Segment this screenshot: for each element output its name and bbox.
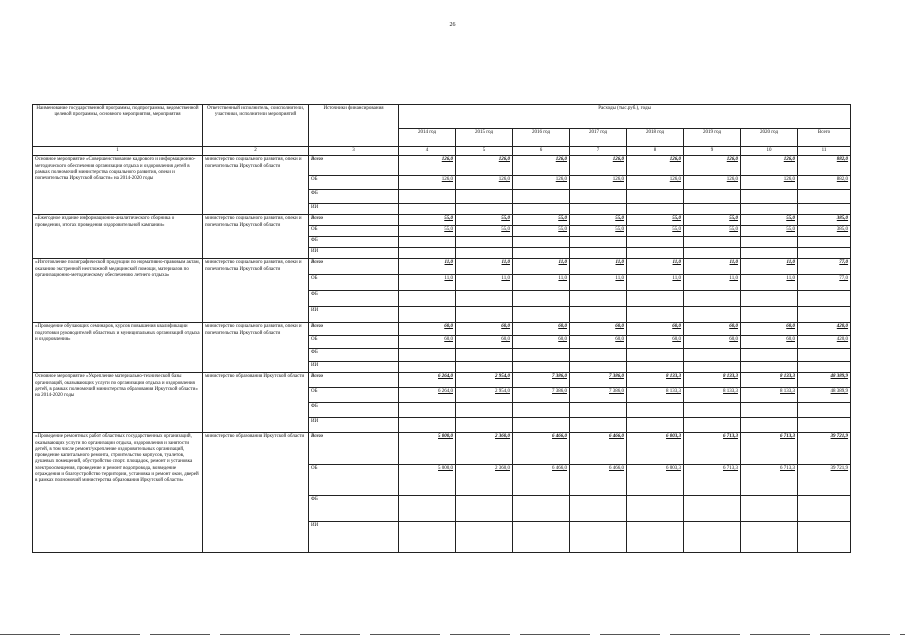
total-value-cell: 2 954,0 (456, 373, 513, 388)
empty-value-cell (456, 496, 513, 522)
budget-table (32, 104, 851, 553)
ob-value-cell: 60,0 (627, 336, 684, 349)
empty-value-cell (798, 307, 851, 323)
empty-value-cell (741, 291, 798, 307)
total-value-cell: 6 466,0 (570, 433, 627, 465)
row-responsible-cell: министерство образования Иркутской области (203, 433, 309, 553)
empty-value-cell (741, 190, 798, 204)
empty-value-cell (570, 248, 627, 259)
ob-value-cell: 8 133,3 (741, 388, 798, 403)
empty-value-cell (798, 522, 851, 553)
empty-value-cell (684, 237, 741, 248)
empty-value-cell (684, 418, 741, 433)
total-value-cell: 60,0 (684, 323, 741, 336)
empty-value-cell (627, 403, 684, 418)
empty-value-cell (399, 362, 456, 373)
header-total: Всего (798, 129, 851, 147)
empty-value-cell (798, 418, 851, 433)
source-label-cell: ОБ (309, 388, 399, 403)
total-value-cell: 48 389,9 (798, 373, 851, 388)
empty-value-cell (513, 362, 570, 373)
header-year: 2020 год (741, 129, 798, 147)
ob-value-cell: 8 133,3 (627, 388, 684, 403)
empty-value-cell (627, 496, 684, 522)
total-value-cell: 11,0 (684, 259, 741, 275)
empty-value-cell (399, 190, 456, 204)
total-value-cell: 77,0 (798, 259, 851, 275)
ob-value-cell: 126,0 (399, 176, 456, 190)
empty-value-cell (684, 291, 741, 307)
empty-value-cell (399, 403, 456, 418)
ob-value-cell: 5 000,0 (399, 465, 456, 496)
total-value-cell: 11,0 (570, 259, 627, 275)
empty-value-cell (456, 362, 513, 373)
total-value-cell: 8 133,3 (741, 373, 798, 388)
column-number: 1 (33, 147, 203, 156)
source-label-cell: ФБ (309, 190, 399, 204)
column-number: 3 (309, 147, 399, 156)
ob-value-cell: 11,0 (684, 275, 741, 291)
ob-value-cell: 60,0 (399, 336, 456, 349)
header-year: 2017 год (570, 129, 627, 147)
column-number: 7 (570, 147, 627, 156)
empty-value-cell (798, 496, 851, 522)
row-responsible-cell: министерство социального развития, опеки и попечительства Иркутской области (203, 215, 309, 259)
total-value-cell: 6 264,0 (399, 373, 456, 388)
empty-value-cell (627, 237, 684, 248)
total-value-cell: 55,0 (570, 215, 627, 226)
empty-value-cell (399, 496, 456, 522)
empty-value-cell (399, 418, 456, 433)
source-label-cell: Всего (309, 373, 399, 388)
ob-value-cell: 55,0 (513, 226, 570, 237)
empty-value-cell (627, 349, 684, 362)
total-value-cell: 60,0 (456, 323, 513, 336)
ob-value-cell: 11,0 (570, 275, 627, 291)
empty-value-cell (684, 307, 741, 323)
source-label-cell: ИИ (309, 522, 399, 553)
empty-value-cell (456, 190, 513, 204)
empty-value-cell (798, 248, 851, 259)
source-label-cell: ОБ (309, 176, 399, 190)
total-value-cell: 60,0 (627, 323, 684, 336)
empty-value-cell (456, 237, 513, 248)
header-responsible: Ответственный исполнитель, соисполнители, участники, исполнители мероприятий (203, 105, 309, 147)
empty-value-cell (570, 204, 627, 215)
empty-value-cell (627, 248, 684, 259)
total-value-cell: 55,0 (399, 215, 456, 226)
ob-value-cell: 55,0 (399, 226, 456, 237)
header-year: 2019 год (684, 129, 741, 147)
empty-value-cell (627, 291, 684, 307)
source-label-cell: Всего (309, 433, 399, 465)
ob-value-cell: 420,0 (798, 336, 851, 349)
total-value-cell: 60,0 (741, 323, 798, 336)
total-value-cell: 39 721,9 (798, 433, 851, 465)
total-value-cell: 8 133,3 (684, 373, 741, 388)
empty-value-cell (684, 362, 741, 373)
total-value-cell: 385,0 (798, 215, 851, 226)
empty-value-cell (741, 307, 798, 323)
empty-value-cell (798, 403, 851, 418)
ob-value-cell: 2 954,0 (456, 388, 513, 403)
empty-value-cell (741, 496, 798, 522)
total-value-cell: 55,0 (741, 215, 798, 226)
empty-value-cell (570, 349, 627, 362)
column-number: 9 (684, 147, 741, 156)
empty-value-cell (798, 349, 851, 362)
source-label-cell: ОБ (309, 226, 399, 237)
source-label-cell: ОБ (309, 465, 399, 496)
empty-value-cell (684, 204, 741, 215)
ob-value-cell: 8 133,3 (684, 388, 741, 403)
table-row (33, 323, 851, 336)
ob-value-cell: 126,0 (513, 176, 570, 190)
column-numbers-row (33, 147, 851, 156)
ob-value-cell: 126,0 (627, 176, 684, 190)
ob-value-cell: 11,0 (456, 275, 513, 291)
empty-value-cell (513, 522, 570, 553)
ob-value-cell: 77,0 (798, 275, 851, 291)
ob-value-cell: 55,0 (570, 226, 627, 237)
empty-value-cell (513, 248, 570, 259)
empty-value-cell (798, 190, 851, 204)
total-value-cell: 126,0 (513, 156, 570, 176)
row-name-cell: Основное мероприятие «Совершенствование кадрового и информационно-методического обеспечения организации отдыха и оздоровления детей в рамках полномочий министерства социального развития, опеки и попечительства Иркутской области» на 2014-2020 годы (33, 156, 203, 215)
empty-value-cell (456, 204, 513, 215)
empty-value-cell (570, 522, 627, 553)
total-value-cell: 6 003,3 (627, 433, 684, 465)
empty-value-cell (741, 362, 798, 373)
header-sources: Источники финансирования (309, 105, 399, 147)
header-year: 2015 год (456, 129, 513, 147)
empty-value-cell (627, 190, 684, 204)
ob-value-cell: 6 003,3 (627, 465, 684, 496)
ob-value-cell: 2 360,0 (456, 465, 513, 496)
ob-value-cell: 11,0 (513, 275, 570, 291)
empty-value-cell (684, 190, 741, 204)
empty-value-cell (570, 237, 627, 248)
page-number: 26 (449, 22, 456, 28)
column-number: 10 (741, 147, 798, 156)
empty-value-cell (399, 204, 456, 215)
total-value-cell: 6 713,3 (741, 433, 798, 465)
table-row (33, 373, 851, 388)
source-label-cell: Всего (309, 156, 399, 176)
empty-value-cell (513, 307, 570, 323)
empty-value-cell (456, 291, 513, 307)
ob-value-cell: 55,0 (456, 226, 513, 237)
empty-value-cell (513, 204, 570, 215)
total-value-cell: 60,0 (570, 323, 627, 336)
total-value-cell: 126,0 (570, 156, 627, 176)
column-number: 8 (627, 147, 684, 156)
row-name-cell: «Изготовление полиграфической продукции по нормативно-правовым актам, оказанию экстренной неотложной медицинской помощи, материалов по организационно-методическому обеспечению летнего отдыха» (33, 259, 203, 323)
row-responsible-cell: министерство образования Иркутской области (203, 373, 309, 433)
empty-value-cell (741, 418, 798, 433)
ob-value-cell: 126,0 (570, 176, 627, 190)
empty-value-cell (570, 496, 627, 522)
empty-value-cell (456, 349, 513, 362)
total-value-cell: 6 713,3 (684, 433, 741, 465)
empty-value-cell (684, 403, 741, 418)
empty-value-cell (798, 362, 851, 373)
total-value-cell: 55,0 (684, 215, 741, 226)
source-label-cell: ИИ (309, 307, 399, 323)
total-value-cell: 126,0 (627, 156, 684, 176)
ob-value-cell: 385,0 (798, 226, 851, 237)
empty-value-cell (399, 248, 456, 259)
source-label-cell: ИИ (309, 418, 399, 433)
row-name-cell: «Проведение ремонтных работ областных государственных организаций, оказывающих услуги по организации отдыха, оздоровления и занятости детей, в том числе ремонт/укрепление оздоровительных организаций, проведение капитального ремонта, строительство корпусов, туалетов, душевых помещений, обустройство спорт. площадок, ремонт и установка электроосвещения, проведение и ремонт водопровода, возведение ограждения и благоустройство территории, установка и ремонт окон, дверей в рамках полномочий министерства образования Иркутской области» (33, 433, 203, 553)
total-value-cell: 126,0 (684, 156, 741, 176)
ob-value-cell: 55,0 (627, 226, 684, 237)
empty-value-cell (570, 418, 627, 433)
empty-value-cell (399, 522, 456, 553)
empty-value-cell (684, 349, 741, 362)
empty-value-cell (741, 248, 798, 259)
total-value-cell: 11,0 (627, 259, 684, 275)
empty-value-cell (741, 349, 798, 362)
empty-value-cell (513, 291, 570, 307)
source-label-cell: ФБ (309, 291, 399, 307)
ob-value-cell: 60,0 (513, 336, 570, 349)
total-value-cell: 6 466,0 (513, 433, 570, 465)
empty-value-cell (513, 190, 570, 204)
row-responsible-cell: министерство социального развития, опеки и попечительства Иркутской области (203, 156, 309, 215)
empty-value-cell (627, 307, 684, 323)
column-number: 6 (513, 147, 570, 156)
ob-value-cell: 126,0 (741, 176, 798, 190)
total-value-cell: 11,0 (399, 259, 456, 275)
empty-value-cell (456, 307, 513, 323)
source-label-cell: ИИ (309, 248, 399, 259)
ob-value-cell: 126,0 (684, 176, 741, 190)
total-value-cell: 55,0 (513, 215, 570, 226)
ob-value-cell: 55,0 (684, 226, 741, 237)
column-number: 5 (456, 147, 513, 156)
empty-value-cell (456, 248, 513, 259)
ob-value-cell: 11,0 (399, 275, 456, 291)
row-name-cell: Основное мероприятие «Укрепление материально-технической базы организаций, оказывающих услуги по организации отдыха и оздоровления детей, в рамках полномочий министерства образования Иркутской области» на 2014-2020 годы (33, 373, 203, 433)
empty-value-cell (627, 362, 684, 373)
empty-value-cell (570, 362, 627, 373)
source-label-cell: ФБ (309, 349, 399, 362)
ob-value-cell: 7 386,0 (570, 388, 627, 403)
empty-value-cell (399, 237, 456, 248)
header-name: Наименование государственной программы, подпрограммы, ведомственной целевой программы, основного мероприятия, мероприятия (33, 105, 203, 147)
total-value-cell: 60,0 (399, 323, 456, 336)
ob-value-cell: 60,0 (684, 336, 741, 349)
header-year: 2016 год (513, 129, 570, 147)
empty-value-cell (798, 291, 851, 307)
empty-value-cell (684, 496, 741, 522)
empty-value-cell (741, 204, 798, 215)
empty-value-cell (456, 522, 513, 553)
row-name-cell: «Проведение обучающих семинаров, курсов повышения квалификации подготовки руководителей областных и муниципальных организаций отдыха и оздоровления» (33, 323, 203, 373)
source-label-cell: ИИ (309, 204, 399, 215)
ob-value-cell: 60,0 (570, 336, 627, 349)
empty-value-cell (399, 291, 456, 307)
table-header (33, 105, 851, 156)
source-label-cell: ОБ (309, 275, 399, 291)
ob-value-cell: 6 466,0 (570, 465, 627, 496)
total-value-cell: 2 360,0 (456, 433, 513, 465)
empty-value-cell (456, 418, 513, 433)
total-value-cell: 11,0 (513, 259, 570, 275)
empty-value-cell (684, 248, 741, 259)
ob-value-cell: 60,0 (741, 336, 798, 349)
column-number: 4 (399, 147, 456, 156)
total-value-cell: 882,0 (798, 156, 851, 176)
source-label-cell: ИИ (309, 362, 399, 373)
ob-value-cell: 6 264,0 (399, 388, 456, 403)
total-value-cell: 8 133,3 (627, 373, 684, 388)
empty-value-cell (513, 496, 570, 522)
ob-value-cell: 6 466,0 (513, 465, 570, 496)
table-body (33, 156, 851, 553)
total-value-cell: 11,0 (741, 259, 798, 275)
empty-value-cell (627, 522, 684, 553)
source-label-cell: Всего (309, 323, 399, 336)
ob-value-cell: 48 389,9 (798, 388, 851, 403)
row-responsible-cell: министерство социального развития, опеки и попечительства Иркутской области (203, 259, 309, 323)
total-value-cell: 60,0 (513, 323, 570, 336)
header-year: 2014 год (399, 129, 456, 147)
empty-value-cell (513, 418, 570, 433)
ob-value-cell: 7 386,0 (513, 388, 570, 403)
empty-value-cell (399, 307, 456, 323)
empty-value-cell (798, 237, 851, 248)
total-value-cell: 126,0 (456, 156, 513, 176)
ob-value-cell: 11,0 (627, 275, 684, 291)
empty-value-cell (570, 403, 627, 418)
empty-value-cell (684, 522, 741, 553)
empty-value-cell (513, 237, 570, 248)
table-row (33, 156, 851, 176)
scan-edge-line (0, 634, 905, 635)
empty-value-cell (627, 204, 684, 215)
empty-value-cell (570, 190, 627, 204)
empty-value-cell (399, 349, 456, 362)
header-expenses: Расходы (тыс.руб.), годы (399, 105, 851, 129)
empty-value-cell (513, 349, 570, 362)
ob-value-cell: 6 713,3 (741, 465, 798, 496)
empty-value-cell (798, 204, 851, 215)
source-label-cell: ФБ (309, 496, 399, 522)
column-number: 11 (798, 147, 851, 156)
total-value-cell: 7 386,0 (513, 373, 570, 388)
total-value-cell: 55,0 (627, 215, 684, 226)
ob-value-cell: 6 713,3 (684, 465, 741, 496)
table-row (33, 259, 851, 275)
empty-value-cell (741, 522, 798, 553)
total-value-cell: 420,0 (798, 323, 851, 336)
ob-value-cell: 60,0 (456, 336, 513, 349)
total-value-cell: 7 386,0 (570, 373, 627, 388)
total-value-cell: 5 000,0 (399, 433, 456, 465)
empty-value-cell (456, 403, 513, 418)
ob-value-cell: 55,0 (741, 226, 798, 237)
empty-value-cell (741, 403, 798, 418)
ob-value-cell: 39 721,9 (798, 465, 851, 496)
ob-value-cell: 126,0 (456, 176, 513, 190)
row-responsible-cell: министерство социального развития, опеки и попечительства Иркутской области (203, 323, 309, 373)
empty-value-cell (741, 237, 798, 248)
source-label-cell: Всего (309, 215, 399, 226)
source-label-cell: ФБ (309, 237, 399, 248)
total-value-cell: 126,0 (741, 156, 798, 176)
table-row (33, 433, 851, 465)
source-label-cell: ФБ (309, 403, 399, 418)
ob-value-cell: 882,0 (798, 176, 851, 190)
header-year: 2018 год (627, 129, 684, 147)
row-name-cell: «Ежегодное издание информационно-аналитического сборника о проведении, итогах проведения оздоровительной кампании» (33, 215, 203, 259)
source-label-cell: Всего (309, 259, 399, 275)
empty-value-cell (627, 418, 684, 433)
ob-value-cell: 11,0 (741, 275, 798, 291)
column-number: 2 (203, 147, 309, 156)
total-value-cell: 55,0 (456, 215, 513, 226)
total-value-cell: 126,0 (399, 156, 456, 176)
empty-value-cell (570, 307, 627, 323)
empty-value-cell (513, 403, 570, 418)
empty-value-cell (570, 291, 627, 307)
table-row (33, 215, 851, 226)
total-value-cell: 11,0 (456, 259, 513, 275)
source-label-cell: ОБ (309, 336, 399, 349)
